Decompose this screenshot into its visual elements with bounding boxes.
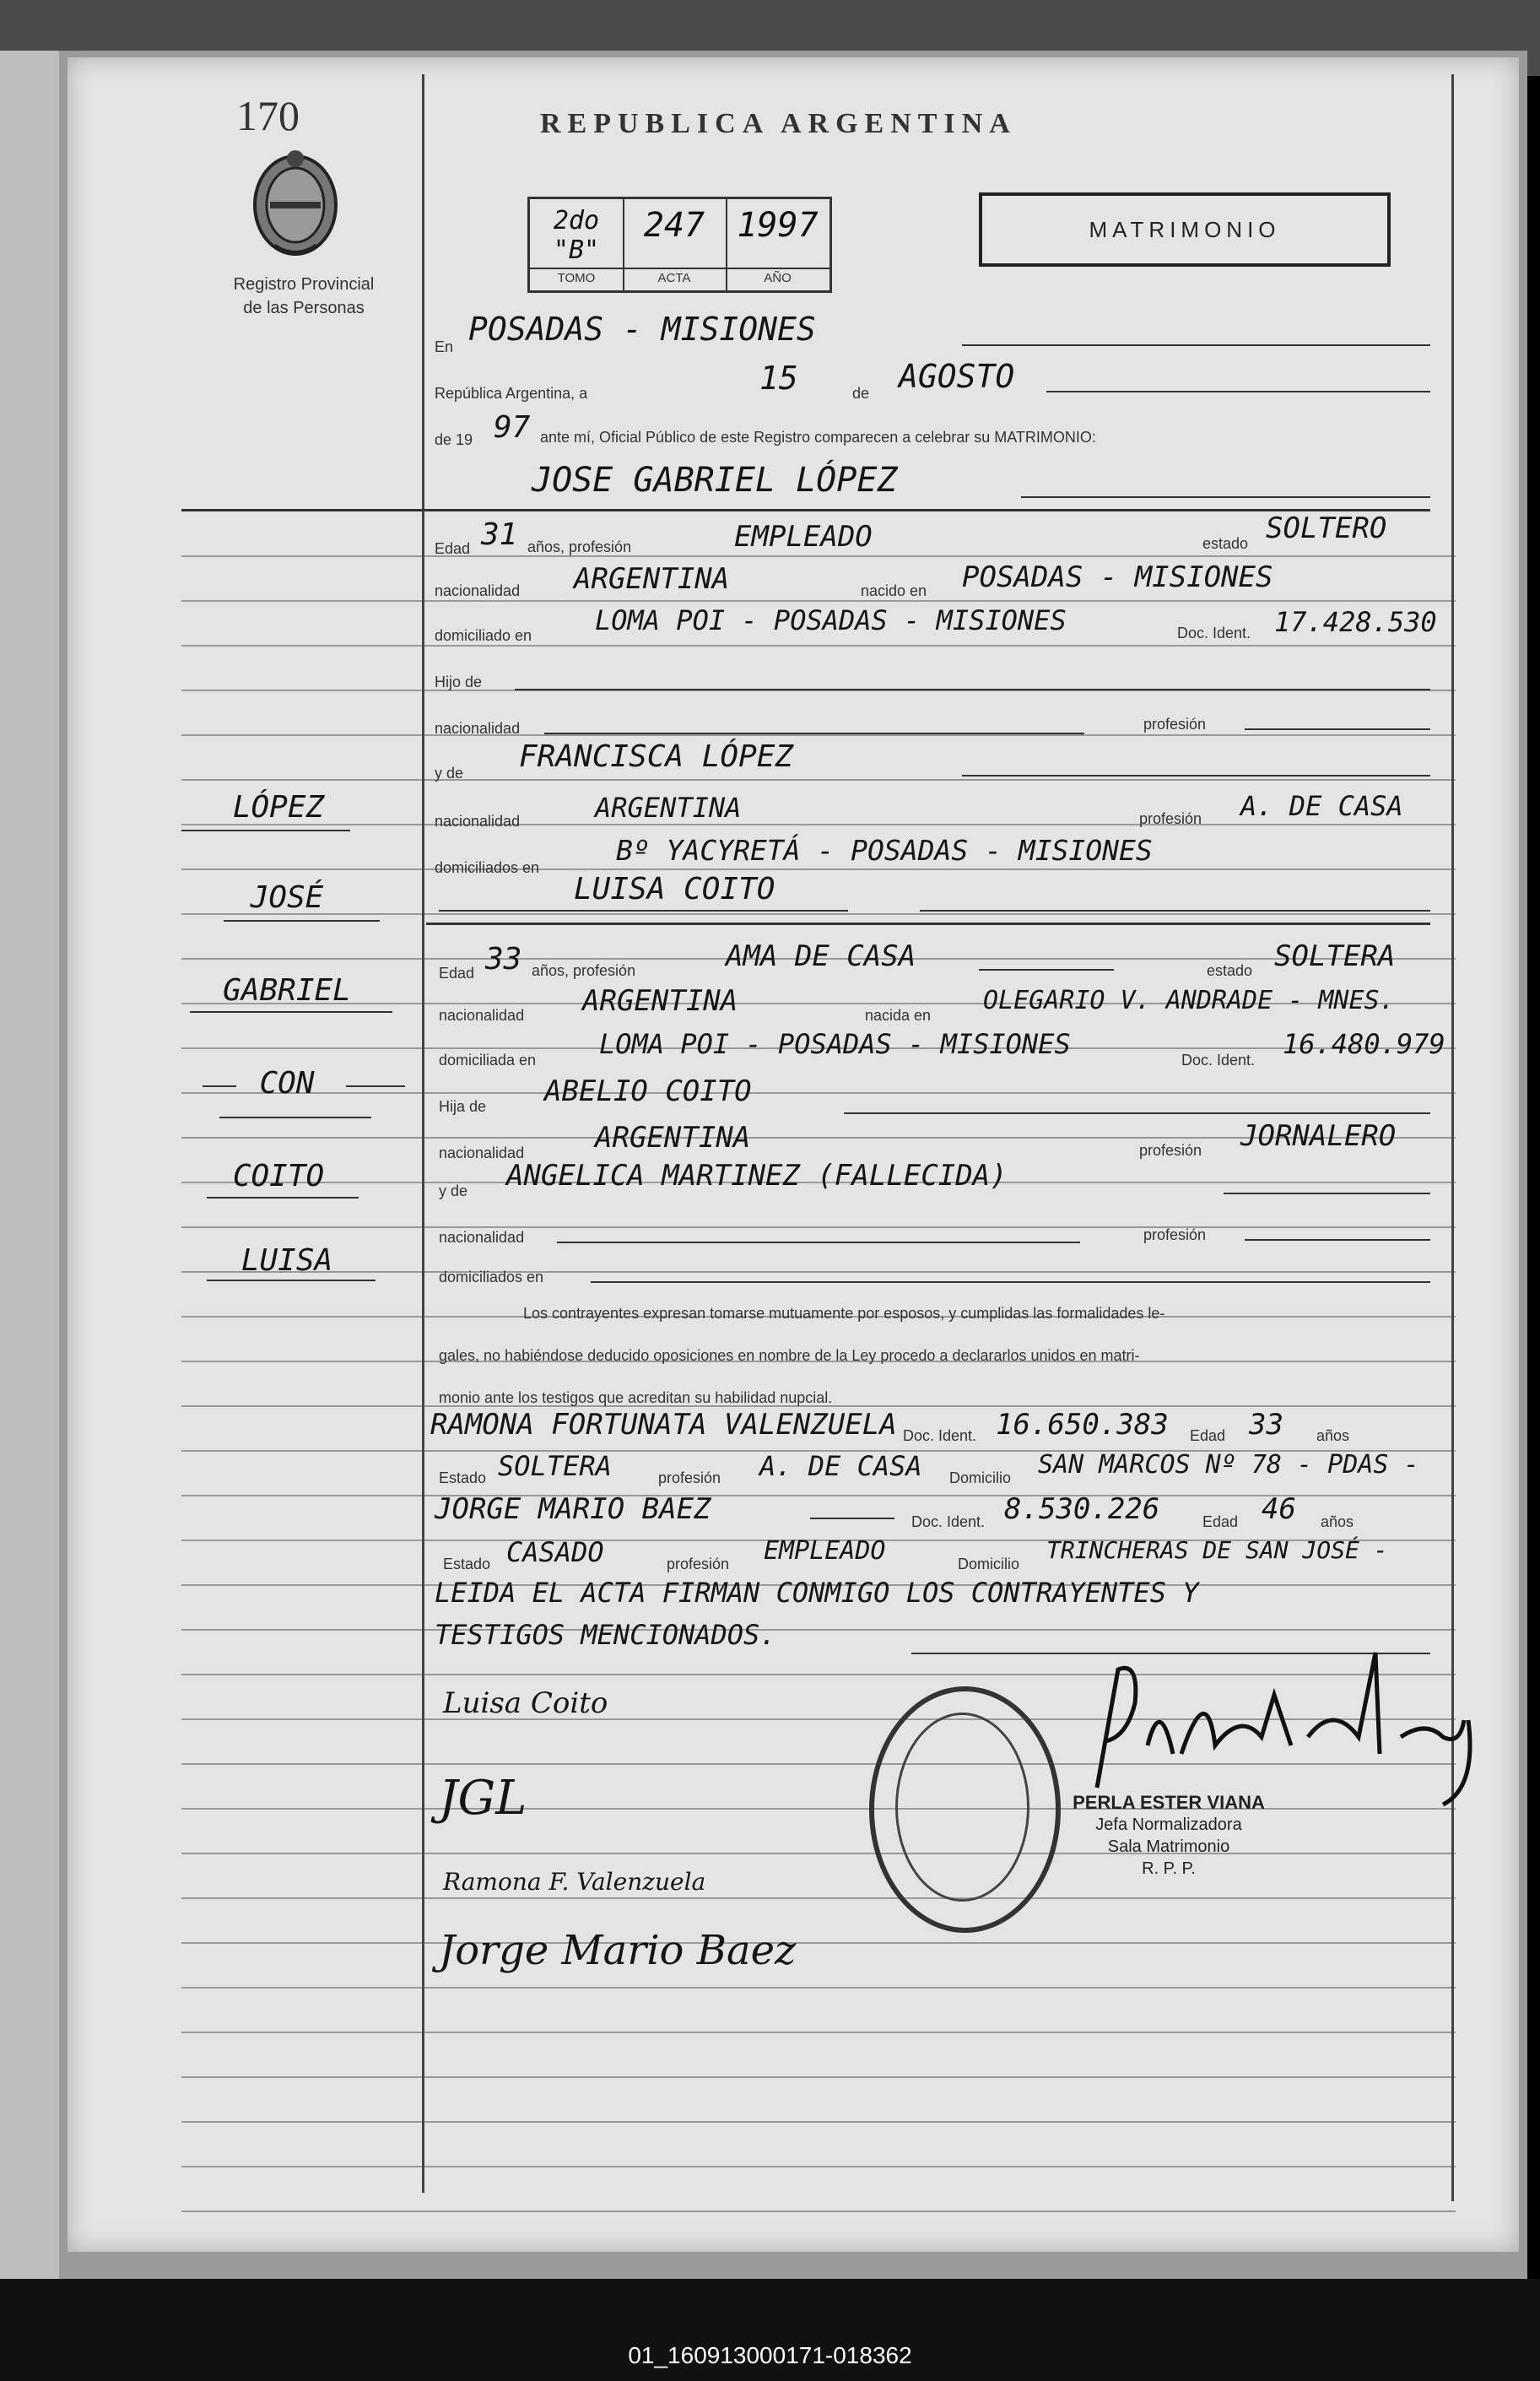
registry-name bbox=[194, 273, 413, 320]
underline bbox=[591, 1281, 1430, 1283]
seal-inner-ring bbox=[895, 1713, 1029, 1902]
underline bbox=[920, 910, 1430, 912]
official-office: Sala Matrimonio bbox=[1107, 1837, 1230, 1856]
section-divider bbox=[426, 923, 1430, 925]
signature-bride: Luisa Coito bbox=[443, 1686, 608, 1720]
republica-label: República Argentina, a bbox=[435, 385, 588, 402]
bride-doc-label: Doc. Ident. bbox=[1181, 1052, 1256, 1069]
witness1-profesion-label: profesión bbox=[658, 1469, 721, 1486]
groom-doc-label: Doc. Ident. bbox=[1177, 625, 1251, 641]
bride-padre: ABELIO COITO bbox=[544, 1074, 752, 1108]
groom-hijo-label: Hijo de bbox=[435, 674, 483, 690]
bride-madre-prof-label: profesión bbox=[1143, 1226, 1207, 1243]
acta-label: ACTA bbox=[623, 268, 726, 285]
groom-profesion: EMPLEADO bbox=[734, 520, 873, 554]
groom-nacido-label: nacido en bbox=[861, 582, 927, 599]
declaration-line-3: monio ante los testigos que acreditan su habilidad nupcial. bbox=[439, 1389, 833, 1406]
witness2-profesion-label: profesión bbox=[667, 1556, 730, 1572]
right-margin-divider bbox=[1451, 74, 1454, 2201]
signature-groom: JGL bbox=[439, 1771, 527, 1826]
witness2-doc-label: Doc. Ident. bbox=[911, 1513, 986, 1530]
witness1-domicilio-label: Domicilio bbox=[949, 1469, 1012, 1486]
underline bbox=[515, 689, 1430, 690]
margin-name-1: LÓPEZ bbox=[232, 790, 325, 825]
margin-dash bbox=[203, 1085, 236, 1087]
witness1-doc: 16.650.383 bbox=[996, 1408, 1169, 1442]
groom-madre-nac: ARGENTINA bbox=[595, 792, 742, 824]
groom-dom-padres-label: domiciliados en bbox=[435, 859, 540, 876]
witness1-doc-label: Doc. Ident. bbox=[903, 1427, 977, 1444]
tomo-value: 2do "B" bbox=[553, 206, 600, 265]
underline bbox=[962, 775, 1430, 777]
bride-padre-prof: JORNALERO bbox=[1240, 1119, 1397, 1153]
official-seal-icon bbox=[869, 1686, 1061, 1933]
bride-nacida: OLEGARIO V. ANDRADE - MNES. bbox=[983, 986, 1395, 1015]
witness1-anos-label: años bbox=[1316, 1427, 1350, 1444]
margin-dash bbox=[346, 1085, 405, 1087]
ruled-line bbox=[181, 869, 1456, 870]
bride-estado: SOLTERA bbox=[1274, 939, 1396, 973]
ruled-line bbox=[181, 1629, 1456, 1631]
witness2-edad: 46 bbox=[1262, 1492, 1296, 1526]
ruled-line bbox=[181, 2032, 1456, 2033]
bride-profesion: AMA DE CASA bbox=[726, 939, 916, 973]
closing-line-1: LEIDA EL ACTA FIRMAN CONMIGO LOS CONTRAYENTES Y bbox=[435, 1577, 1199, 1609]
signature-witness2: Jorge Mario Baez bbox=[439, 1927, 797, 1974]
witness2-estado-label: Estado bbox=[443, 1556, 491, 1572]
declaration-line-2: gales, no habiéndose deducido oposiciones en nombre de la Ley procedo a declararlos unidos en matri- bbox=[439, 1347, 1140, 1364]
bride-madre-nac-label: nacionalidad bbox=[439, 1229, 525, 1246]
ruled-line bbox=[181, 600, 1456, 602]
bride-name: LUISA COITO bbox=[574, 872, 775, 906]
bride-domicilio: LOMA POI - POSADAS - MISIONES bbox=[599, 1028, 1071, 1060]
ruled-line bbox=[181, 1942, 1456, 1944]
ruled-line bbox=[181, 2166, 1456, 2167]
margin-name-2: JOSÉ bbox=[250, 880, 324, 915]
ano-value: 1997 bbox=[737, 206, 819, 245]
groom-estado-label: estado bbox=[1202, 535, 1249, 552]
certificate-page bbox=[68, 57, 1519, 2252]
official-name: PERLA ESTER VIANA bbox=[1073, 1792, 1265, 1813]
official-org: R. P. P. bbox=[1142, 1859, 1196, 1878]
page-number: 170 bbox=[236, 92, 300, 139]
official-signature-icon bbox=[1080, 1644, 1485, 1813]
ruled-line bbox=[181, 645, 1456, 647]
underline bbox=[1245, 1239, 1430, 1241]
witness2-estado: CASADO bbox=[506, 1536, 604, 1568]
registry-line-2: de las Personas bbox=[243, 299, 365, 317]
bride-nacionalidad: ARGENTINA bbox=[582, 984, 738, 1018]
ano-label: AÑO bbox=[726, 268, 829, 285]
ruled-line bbox=[181, 734, 1456, 736]
country-heading: REPUBLICA ARGENTINA bbox=[540, 108, 1017, 139]
groom-name: JOSE GABRIEL LÓPEZ bbox=[532, 461, 898, 500]
underline bbox=[439, 910, 848, 912]
bride-madre: ANGELICA MARTINEZ (FALLECIDA) bbox=[506, 1159, 1008, 1193]
witness2-edad-label: Edad bbox=[1202, 1513, 1239, 1530]
bride-dom-padres-label: domiciliados en bbox=[439, 1269, 544, 1285]
bride-yde-label: y de bbox=[439, 1182, 468, 1199]
underline bbox=[844, 1112, 1430, 1114]
groom-dom-padres: Bº YACYRETÁ - POSADAS - MISIONES bbox=[616, 834, 1153, 867]
de-label: de bbox=[852, 385, 870, 402]
groom-estado: SOLTERO bbox=[1266, 511, 1387, 545]
witness1-estado-label: Estado bbox=[439, 1469, 487, 1486]
groom-dom-label: domiciliado en bbox=[435, 627, 532, 644]
signature-witness1: Ramona F. Valenzuela bbox=[443, 1868, 706, 1896]
groom-madre-nac-label: nacionalidad bbox=[435, 813, 521, 830]
scan-id: 01_160913000171-018362 bbox=[628, 2342, 912, 2368]
witness1-edad: 33 bbox=[1249, 1408, 1283, 1442]
ruled-line bbox=[181, 779, 1456, 781]
margin-underline bbox=[224, 920, 380, 922]
underline bbox=[962, 344, 1430, 346]
closing-line-2: TESTIGOS MENCIONADOS. bbox=[435, 1619, 776, 1651]
section-divider bbox=[181, 509, 1430, 511]
year-prefix: de 19 bbox=[435, 431, 473, 448]
ruled-line bbox=[181, 1897, 1456, 1899]
groom-nacido: POSADAS - MISIONES bbox=[962, 560, 1273, 594]
bride-padre-nac-label: nacionalidad bbox=[439, 1145, 525, 1161]
margin-underline bbox=[207, 1280, 376, 1281]
groom-nac-label: nacionalidad bbox=[435, 582, 521, 599]
groom-padre-nac-label: nacionalidad bbox=[435, 720, 521, 737]
margin-name-6: LUISA bbox=[240, 1243, 333, 1278]
tomo-label: TOMO bbox=[530, 268, 623, 285]
margin-underline bbox=[181, 830, 350, 831]
underline bbox=[810, 1518, 894, 1519]
bride-hija-label: Hija de bbox=[439, 1098, 487, 1115]
day-value: 15 bbox=[759, 360, 798, 397]
witness1-domicilio: SAN MARCOS Nº 78 - PDAS - bbox=[1038, 1450, 1419, 1480]
groom-madre-prof-label: profesión bbox=[1139, 810, 1202, 827]
witness2-anos-label: años bbox=[1321, 1513, 1354, 1530]
witness1-estado: SOLTERA bbox=[498, 1450, 612, 1482]
ruled-line bbox=[181, 2121, 1456, 2123]
bride-nacida-label: nacida en bbox=[865, 1007, 932, 1024]
registry-line-1: Registro Provincial bbox=[233, 275, 375, 294]
bride-nac-label: nacionalidad bbox=[439, 1007, 525, 1024]
groom-nacionalidad: ARGENTINA bbox=[574, 562, 730, 596]
groom-madre: FRANCISCA LÓPEZ bbox=[519, 739, 794, 774]
acta-cell bbox=[623, 199, 727, 290]
witness2-profesion: EMPLEADO bbox=[764, 1536, 886, 1566]
place-value: POSADAS - MISIONES bbox=[468, 311, 816, 348]
bride-estado-label: estado bbox=[1207, 962, 1253, 979]
witness2-domicilio-label: Domicilio bbox=[958, 1556, 1020, 1572]
groom-profesion-label: años, profesión bbox=[527, 538, 632, 555]
groom-yde-label: y de bbox=[435, 765, 464, 782]
declaration-line-1: Los contrayentes expresan tomarse mutuamente por esposos, y cumplidas las formalidades le- bbox=[523, 1305, 1165, 1322]
groom-domicilio: LOMA POI - POSADAS - MISIONES bbox=[595, 604, 1067, 636]
ruled-line bbox=[181, 2211, 1456, 2212]
underline bbox=[1021, 496, 1430, 498]
witness1-edad-label: Edad bbox=[1190, 1427, 1226, 1444]
bride-doc: 16.480.979 bbox=[1283, 1028, 1445, 1060]
coat-of-arms-icon bbox=[245, 146, 346, 260]
underline bbox=[544, 733, 1084, 734]
intro-text: ante mí, Oficial Público de este Registro comparecen a celebrar su MATRIMONIO: bbox=[540, 429, 1096, 446]
bride-profesion-label: años, profesión bbox=[532, 962, 636, 979]
underline bbox=[1046, 391, 1430, 392]
document-type-box: MATRIMONIO bbox=[979, 192, 1391, 267]
margin-underline bbox=[219, 1117, 371, 1118]
underline bbox=[557, 1242, 1080, 1243]
ruled-line bbox=[181, 1226, 1456, 1228]
groom-edad: 31 bbox=[481, 517, 518, 552]
tomo-cell bbox=[530, 199, 624, 290]
witness1-profesion: A. DE CASA bbox=[759, 1450, 922, 1482]
ano-cell bbox=[726, 199, 829, 290]
year-suffix: 97 bbox=[494, 410, 531, 445]
ruled-line bbox=[181, 1987, 1456, 1989]
bride-padre-nac: ARGENTINA bbox=[595, 1121, 751, 1155]
en-label: En bbox=[435, 338, 454, 355]
margin-underline bbox=[190, 1011, 392, 1013]
bride-edad-label: Edad bbox=[439, 965, 475, 982]
margin-name-3: GABRIEL bbox=[223, 973, 351, 1008]
groom-madre-prof: A. DE CASA bbox=[1240, 790, 1403, 822]
bride-dom-label: domiciliada en bbox=[439, 1052, 537, 1069]
witness1-name: RAMONA FORTUNATA VALENZUELA bbox=[430, 1408, 897, 1442]
ruled-line bbox=[181, 555, 1456, 557]
ruled-line bbox=[181, 2076, 1456, 2078]
witness2-doc: 8.530.226 bbox=[1004, 1492, 1160, 1526]
underline bbox=[1224, 1193, 1430, 1194]
bride-edad: 33 bbox=[485, 942, 522, 977]
groom-padre-prof-label: profesión bbox=[1143, 716, 1207, 733]
margin-underline bbox=[207, 1197, 359, 1199]
record-number-box bbox=[527, 197, 832, 293]
groom-edad-label: Edad bbox=[435, 540, 471, 557]
bride-padre-prof-label: profesión bbox=[1139, 1142, 1202, 1159]
groom-doc: 17.428.530 bbox=[1274, 606, 1437, 638]
acta-value: 247 bbox=[643, 206, 705, 245]
underline bbox=[979, 969, 1114, 971]
official-stamp bbox=[1063, 1792, 1274, 1880]
margin-column-divider bbox=[422, 74, 424, 2193]
month-value: AGOSTO bbox=[899, 358, 1015, 395]
margin-name-5: COITO bbox=[232, 1159, 325, 1193]
witness2-domicilio: TRINCHERAS DE SAN JOSÉ - bbox=[1046, 1536, 1388, 1564]
official-title: Jefa Normalizadora bbox=[1095, 1816, 1242, 1834]
witness2-name: JORGE MARIO BAEZ bbox=[435, 1492, 711, 1526]
underline bbox=[1245, 728, 1430, 730]
margin-name-4: CON bbox=[259, 1066, 315, 1101]
